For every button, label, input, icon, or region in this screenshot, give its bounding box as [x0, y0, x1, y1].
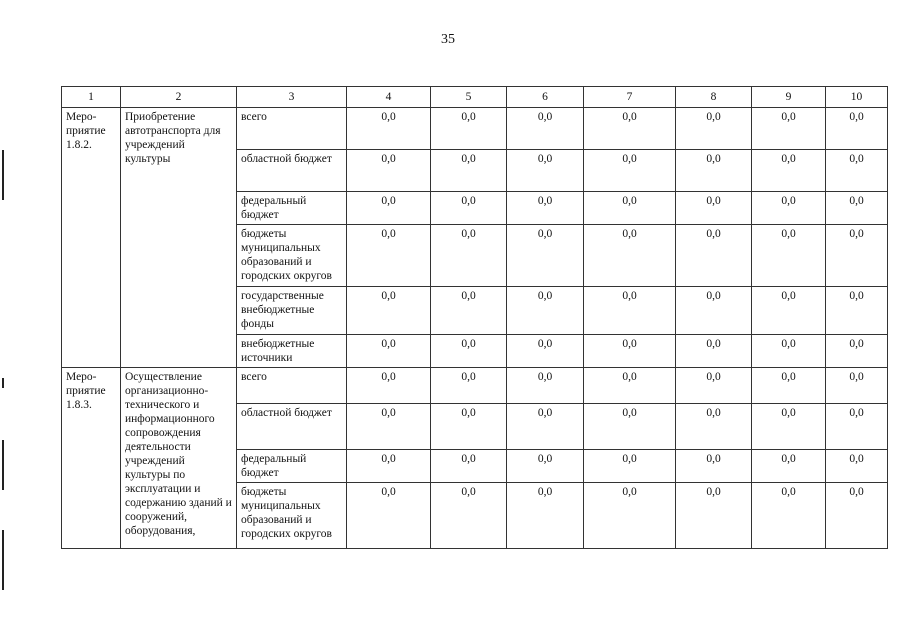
binding-edge-mark — [2, 530, 4, 590]
value-cell: 0,0 — [676, 450, 752, 483]
value-cell: 0,0 — [507, 404, 584, 450]
funding-source: бюджеты муниципальных образований и городских округов — [237, 225, 347, 287]
header-cell: 6 — [507, 87, 584, 108]
value-cell: 0,0 — [347, 404, 431, 450]
funding-source: внебюджетные источники — [237, 335, 347, 368]
value-cell: 0,0 — [826, 150, 888, 192]
value-cell: 0,0 — [826, 287, 888, 335]
funding-source: федеральный бюджет — [237, 192, 347, 225]
value-cell: 0,0 — [676, 150, 752, 192]
value-cell: 0,0 — [584, 108, 676, 150]
value-cell: 0,0 — [347, 150, 431, 192]
value-cell: 0,0 — [507, 450, 584, 483]
table-row — [62, 368, 888, 404]
header-cell: 5 — [431, 87, 507, 108]
measure-name: Приобретение автотранспорта для учреждений культуры — [121, 108, 237, 368]
value-cell: 0,0 — [584, 335, 676, 368]
value-cell: 0,0 — [431, 483, 507, 549]
value-cell: 0,0 — [826, 108, 888, 150]
value-cell: 0,0 — [347, 192, 431, 225]
value-cell: 0,0 — [676, 108, 752, 150]
value-cell: 0,0 — [431, 287, 507, 335]
value-cell: 0,0 — [431, 335, 507, 368]
measure-name: Осуществление организационно-технического и информационного сопровождения деятельности учреждений культуры по эксплуатации и содержанию зданий и сооружений, оборудования, — [121, 368, 237, 549]
header-cell: 10 — [826, 87, 888, 108]
value-cell: 0,0 — [826, 368, 888, 404]
value-cell: 0,0 — [347, 225, 431, 287]
value-cell: 0,0 — [752, 108, 826, 150]
value-cell: 0,0 — [347, 335, 431, 368]
header-cell: 3 — [237, 87, 347, 108]
value-cell: 0,0 — [752, 404, 826, 450]
value-cell: 0,0 — [507, 483, 584, 549]
header-cell: 7 — [584, 87, 676, 108]
value-cell: 0,0 — [584, 450, 676, 483]
value-cell: 0,0 — [347, 108, 431, 150]
value-cell: 0,0 — [752, 150, 826, 192]
value-cell: 0,0 — [826, 192, 888, 225]
funding-table — [61, 86, 888, 549]
value-cell: 0,0 — [752, 192, 826, 225]
value-cell: 0,0 — [676, 192, 752, 225]
value-cell: 0,0 — [752, 450, 826, 483]
binding-edge-mark — [2, 378, 4, 388]
funding-source: областной бюджет — [237, 150, 347, 192]
binding-edge-mark — [2, 440, 4, 490]
value-cell: 0,0 — [431, 192, 507, 225]
page-number: 35 — [441, 32, 455, 47]
funding-source: областной бюджет — [237, 404, 347, 450]
value-cell: 0,0 — [584, 225, 676, 287]
funding-source: всего — [237, 368, 347, 404]
value-cell: 0,0 — [826, 450, 888, 483]
funding-source: государственные внебюджетные фонды — [237, 287, 347, 335]
header-cell: 8 — [676, 87, 752, 108]
value-cell: 0,0 — [507, 225, 584, 287]
value-cell: 0,0 — [584, 368, 676, 404]
value-cell: 0,0 — [752, 335, 826, 368]
value-cell: 0,0 — [431, 108, 507, 150]
value-cell: 0,0 — [347, 368, 431, 404]
funding-source: всего — [237, 108, 347, 150]
value-cell: 0,0 — [826, 335, 888, 368]
value-cell: 0,0 — [347, 287, 431, 335]
binding-edge-mark — [2, 150, 4, 200]
value-cell: 0,0 — [431, 225, 507, 287]
value-cell: 0,0 — [676, 335, 752, 368]
measure-code: Меро- приятие 1.8.2. — [62, 108, 121, 368]
value-cell: 0,0 — [507, 108, 584, 150]
value-cell: 0,0 — [507, 192, 584, 225]
value-cell: 0,0 — [347, 450, 431, 483]
value-cell: 0,0 — [431, 368, 507, 404]
value-cell: 0,0 — [431, 404, 507, 450]
header-cell: 9 — [752, 87, 826, 108]
table-row — [62, 108, 888, 150]
value-cell: 0,0 — [752, 483, 826, 549]
value-cell: 0,0 — [507, 335, 584, 368]
value-cell: 0,0 — [507, 150, 584, 192]
funding-source: федеральный бюджет — [237, 450, 347, 483]
value-cell: 0,0 — [676, 287, 752, 335]
funding-source: бюджеты муниципальных образований и городских округов — [237, 483, 347, 549]
value-cell: 0,0 — [584, 192, 676, 225]
header-cell: 2 — [121, 87, 237, 108]
header-cell: 4 — [347, 87, 431, 108]
value-cell: 0,0 — [431, 450, 507, 483]
value-cell: 0,0 — [826, 404, 888, 450]
value-cell: 0,0 — [507, 287, 584, 335]
header-row — [62, 87, 888, 108]
value-cell: 0,0 — [752, 287, 826, 335]
value-cell: 0,0 — [584, 404, 676, 450]
value-cell: 0,0 — [507, 368, 584, 404]
value-cell: 0,0 — [347, 483, 431, 549]
value-cell: 0,0 — [752, 368, 826, 404]
value-cell: 0,0 — [584, 150, 676, 192]
value-cell: 0,0 — [676, 225, 752, 287]
measure-code: Меро- приятие 1.8.3. — [62, 368, 121, 549]
value-cell: 0,0 — [676, 368, 752, 404]
value-cell: 0,0 — [676, 404, 752, 450]
value-cell: 0,0 — [584, 483, 676, 549]
value-cell: 0,0 — [584, 287, 676, 335]
value-cell: 0,0 — [676, 483, 752, 549]
value-cell: 0,0 — [431, 150, 507, 192]
value-cell: 0,0 — [752, 225, 826, 287]
value-cell: 0,0 — [826, 483, 888, 549]
header-cell: 1 — [62, 87, 121, 108]
value-cell: 0,0 — [826, 225, 888, 287]
